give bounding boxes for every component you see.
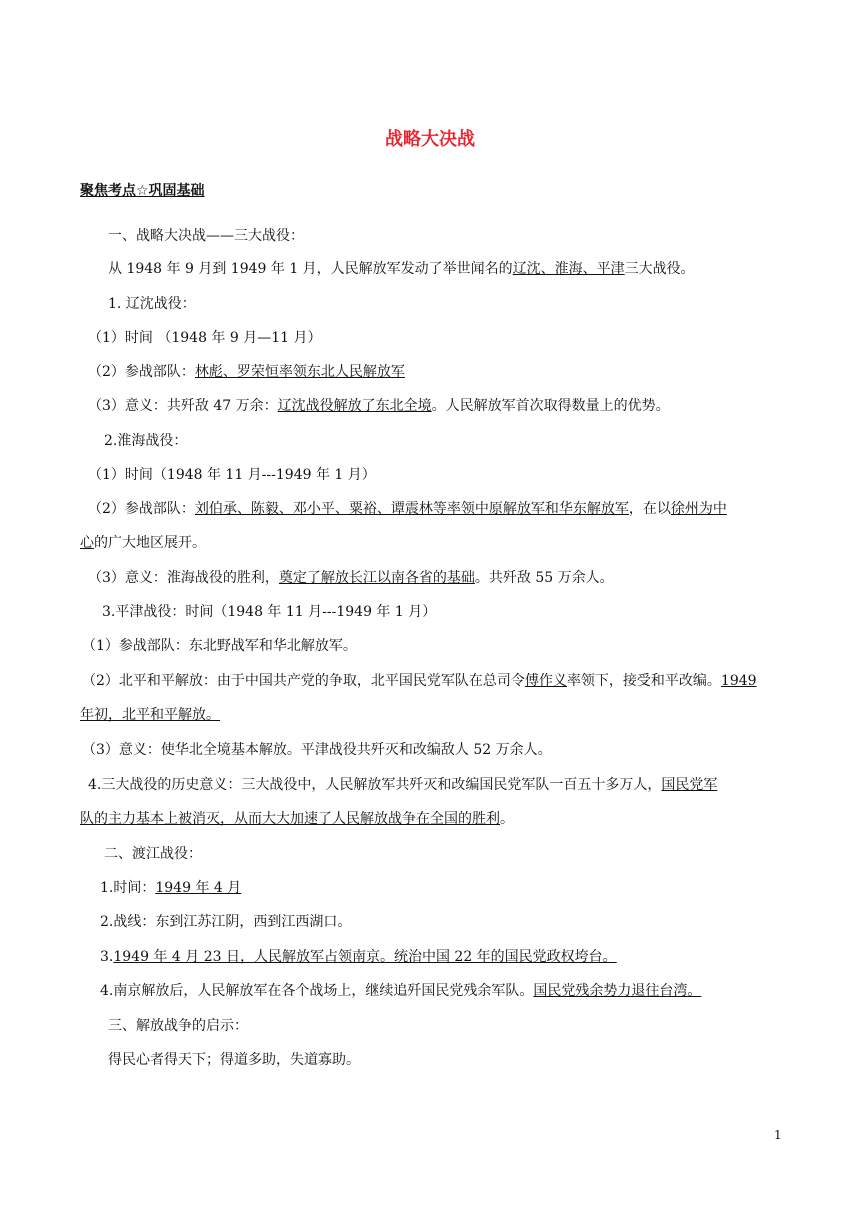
page-number: 1 <box>774 1128 782 1142</box>
section2-heading: 二、渡江战役： <box>104 846 202 862</box>
pingjin-peace-cont: 年初，北平和平解放。 <box>80 707 220 723</box>
focus-heading: 聚焦考点☆巩固基础 <box>80 183 205 199</box>
pingjin-meaning: （3）意义：使华北全境基本解放。平津战役共歼灭和改编敌人 52 万余人。 <box>82 742 552 758</box>
huaihai-heading: 2.淮海战役： <box>104 433 188 449</box>
liaoshen-meaning: （3）意义：共歼敌 47 万余：辽沈战役解放了东北全境。人民解放军首次取得数量上的优势。 <box>88 398 670 414</box>
pingjin-peace: （2）北平和平解放：由于中国共产党的争取，北平国民党军队在总司令傅作义率领下，接受和平改编。1949 <box>82 673 757 689</box>
liaoshen-time: （1）时间 （1948 年 9 月—11 月） <box>88 330 322 346</box>
huaihai-forces-cont: 心的广大地区展开。 <box>80 535 206 551</box>
section1-intro: 从 1948 年 9 月到 1949 年 1 月，人民解放军发动了举世闻名的辽沈、淮海、平津三大战役。 <box>108 261 695 277</box>
page-title: 战略大决战 <box>385 129 475 150</box>
crossing-nanjing: 3.1949 年 4 月 23 日，人民解放军占领南京。统治中国 22 年的国民党政权垮台。 <box>100 949 617 965</box>
crossing-after: 4.南京解放后，人民解放军在各个战场上，继续追歼国民党残余军队。国民党残余势力退往台湾。 <box>100 983 702 999</box>
crossing-front: 2.战线：东到江苏江阴，西到江西湖口。 <box>100 914 352 930</box>
pingjin-heading: 3.平津战役：时间（1948 年 11 月---1949 年 1 月） <box>102 604 437 620</box>
section3-content: 得民心者得天下；得道多助，失道寡助。 <box>108 1052 360 1068</box>
section1-heading: 一、战略大决战——三大战役： <box>108 228 304 244</box>
huaihai-time: （1）时间（1948 年 11 月---1949 年 1 月） <box>88 467 376 483</box>
section3-heading: 三、解放战争的启示： <box>108 1018 248 1034</box>
significance-cont: 队的主力基本上被消灭，从而大大加速了人民解放战争在全国的胜利。 <box>80 811 514 827</box>
huaihai-forces: （2）参战部队：刘伯承、陈毅、邓小平、粟裕、谭震林等率领中原解放军和华东解放军，在以徐州为中 <box>88 501 727 517</box>
liaoshen-forces: （2）参战部队：林彪、罗荣恒率领东北人民解放军 <box>88 364 405 380</box>
pingjin-forces: （1）参战部队：东北野战军和华北解放军。 <box>82 638 357 654</box>
liaoshen-heading: 1. 辽沈战役： <box>108 296 196 312</box>
crossing-time: 1.时间：1949 年 4 月 <box>100 880 242 896</box>
significance: 4.三大战役的历史意义：三大战役中，人民解放军共歼灭和改编国民党军队一百五十多万人，国民党军 <box>88 777 718 793</box>
huaihai-meaning: （3）意义：淮海战役的胜利，奠定了解放长江以南各省的基础。共歼敌 55 万余人。 <box>88 570 614 586</box>
